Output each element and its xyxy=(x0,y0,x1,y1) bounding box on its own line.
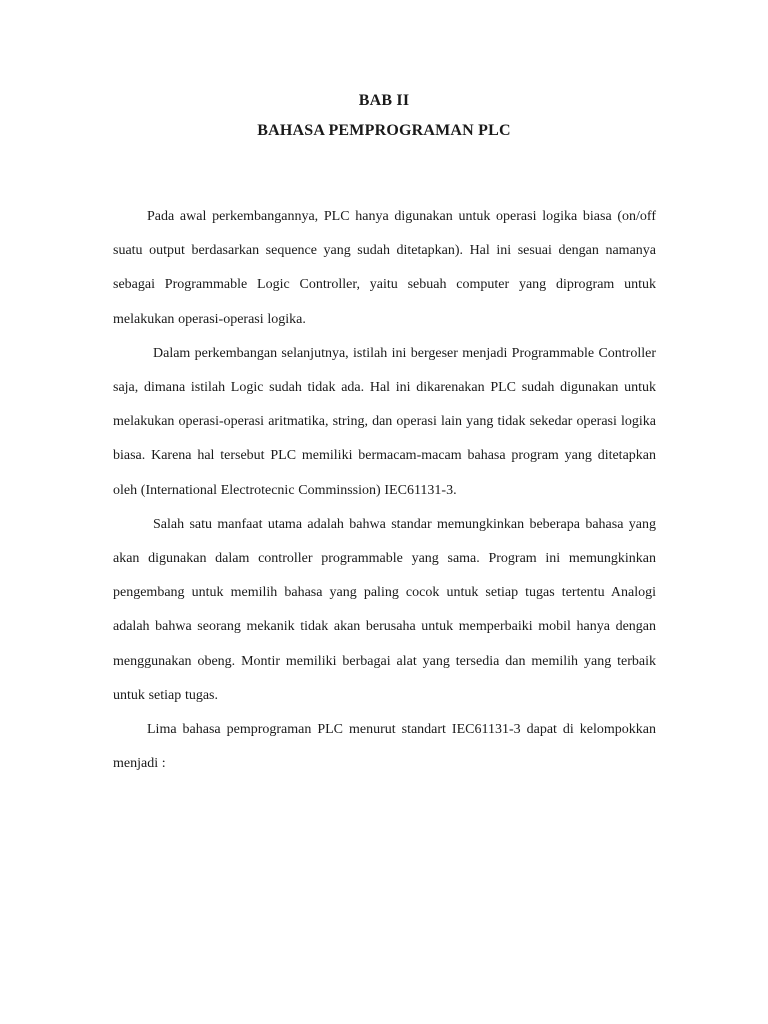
paragraph-standard-benefit: Salah satu manfaat utama adalah bahwa standar memungkinkan beberapa bahasa yang akan digunakan dalam controller programmable yang sama. Program ini memungkinkan pengembang untuk memilih bahasa yang paling cocok untuk setiap tugas tertentu Analogi adalah bahwa seorang mekanik tidak akan berusaha untuk memperbaiki mobil hanya dengan menggunakan obeng. Montir memiliki berbagai alat yang tersedia dan memilih yang terbaik untuk setiap tugas. xyxy=(113,516,656,703)
paragraph-language-groups: Lima bahasa pemprograman PLC menurut standart IEC61131-3 dapat di kelompokkan menjadi : xyxy=(113,722,656,772)
chapter-title: BAHASA PEMPROGRAMAN PLC xyxy=(257,122,511,139)
body-text xyxy=(113,200,656,781)
chapter-number: BAB II xyxy=(358,92,410,109)
paragraph-plc-development: Dalam perkembangan selanjutnya, istilah ini bergeser menjadi Programmable Controller saja, dimana istilah Logic sudah tidak ada. Hal ini dikarenakan PLC sudah digunakan untuk melakukan operasi-operasi aritmatika, string, dan operasi lain yang tidak sekedar operasi logika biasa. Karena hal tersebut PLC memiliki bermacam-macam bahasa program yang ditetapkan oleh (International Electrotecnic Comminssion) IEC61131-3. xyxy=(113,345,656,498)
paragraph-plc-origin: Pada awal perkembangannya, PLC hanya digunakan untuk operasi logika biasa (on/off suatu output berdasarkan sequence yang sudah ditetapkan). Hal ini sesuai dengan namanya sebagai Programmable Logic Controller, yaitu sebuah computer yang diprogram untuk melakukan operasi-operasi logika. xyxy=(113,209,656,327)
